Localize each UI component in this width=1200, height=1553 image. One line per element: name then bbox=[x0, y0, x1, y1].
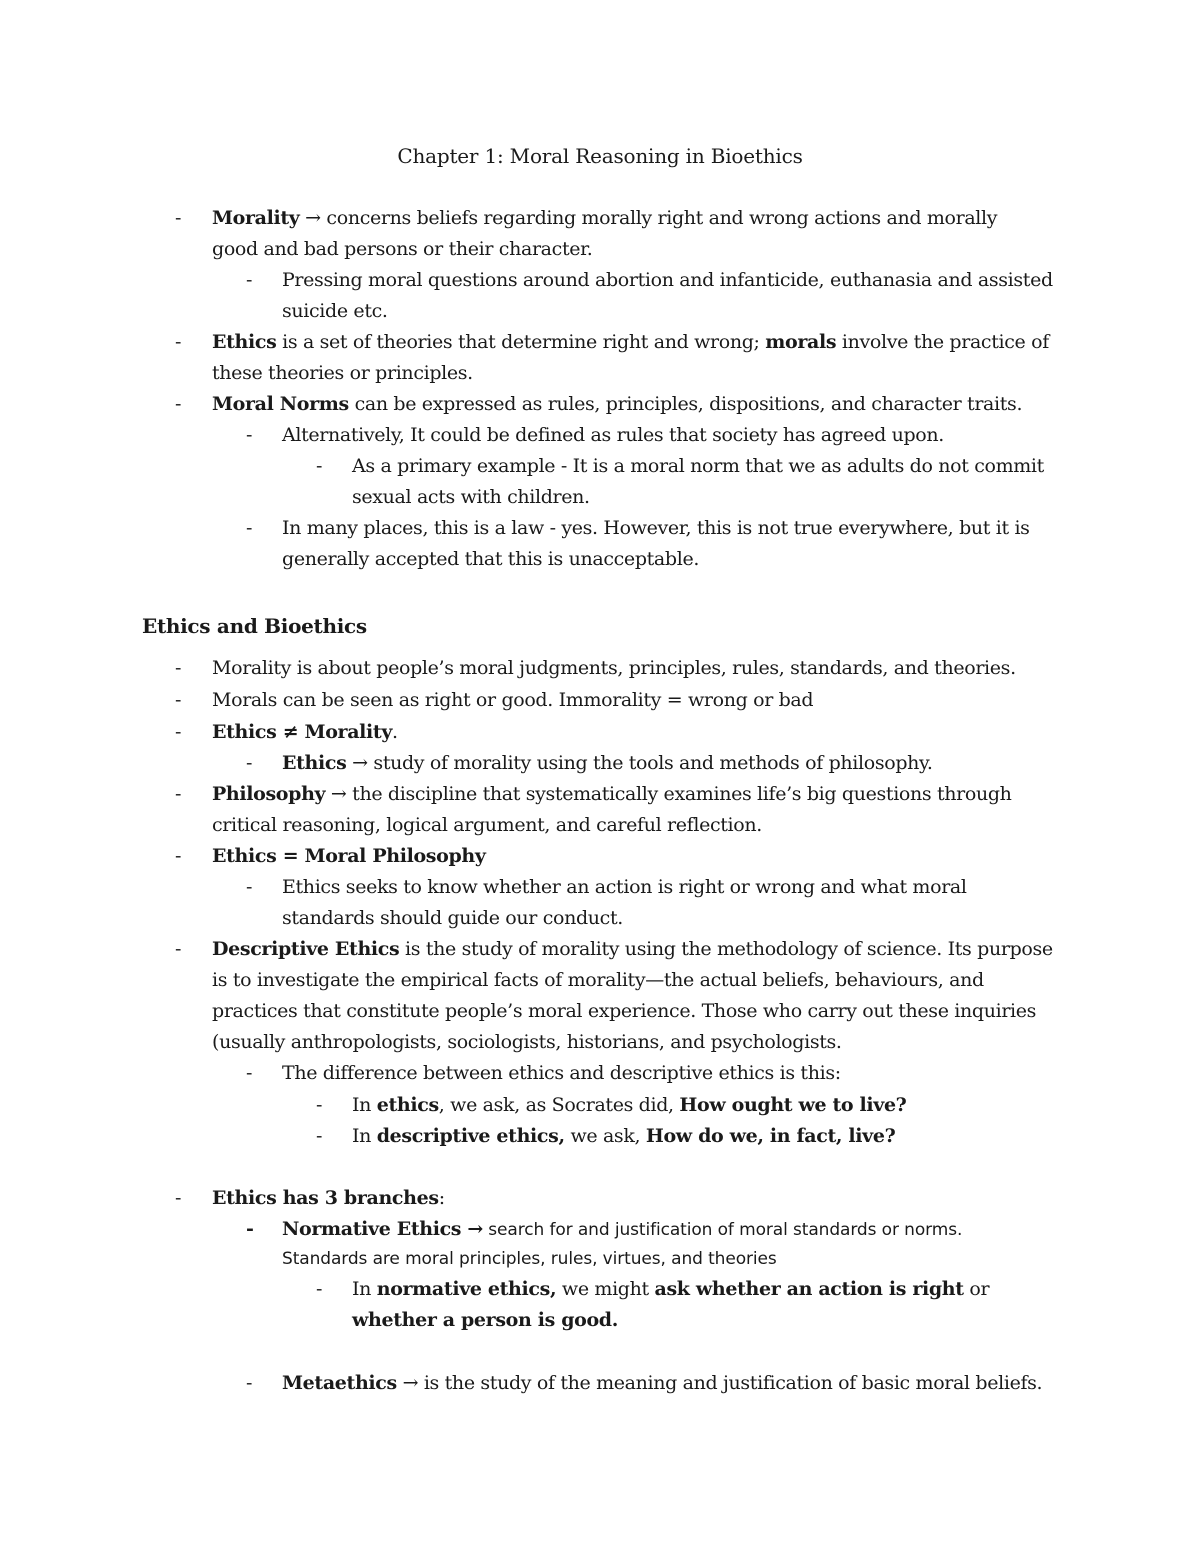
list-item-continuation: is to investigate the empirical facts of morality—the actual beliefs, behaviours, and bbox=[212, 969, 984, 991]
term-ethics-neq-morality: Ethics ≠ Morality bbox=[212, 721, 393, 743]
list-item-alternatively: Alternatively, It could be defined as rules that society has agreed upon. bbox=[282, 424, 944, 446]
term-morals: morals bbox=[765, 331, 837, 353]
text-span: we ask, bbox=[564, 1125, 646, 1147]
bullet-dash: - bbox=[175, 783, 182, 805]
term-moral-norms: Moral Norms bbox=[212, 393, 349, 415]
list-item-moral-philosophy bbox=[212, 841, 486, 872]
term-descriptive-ethics: descriptive ethics, bbox=[376, 1125, 565, 1147]
list-item-question-ethics bbox=[352, 1090, 906, 1121]
list-item-normative-ethics bbox=[282, 1214, 962, 1246]
list-item-ethics bbox=[212, 327, 1049, 358]
list-item-continuation: standards should guide our conduct. bbox=[282, 907, 623, 929]
text-span: → study of morality using the tools and methods of philosophy. bbox=[346, 752, 933, 774]
list-item-difference: The difference between ethics and descriptive ethics is this: bbox=[282, 1062, 841, 1084]
bullet-dash: - bbox=[246, 876, 253, 898]
bullet-dash: - bbox=[246, 517, 253, 539]
list-item-pressing: Pressing moral questions around abortion and infanticide, euthanasia and assisted bbox=[282, 269, 1053, 291]
list-item-continuation: sexual acts with children. bbox=[352, 486, 590, 508]
term-normative-ethics: Normative Ethics → bbox=[282, 1218, 483, 1240]
text-span: → is the study of the meaning and justification of basic moral beliefs. bbox=[396, 1372, 1043, 1394]
list-item-morality-about: Morality is about people’s moral judgments, principles, rules, standards, and theories. bbox=[212, 657, 1016, 679]
term-normative-ethics: normative ethics, bbox=[376, 1278, 557, 1300]
bullet-dash: - bbox=[246, 424, 253, 446]
section-heading-ethics-bioethics: Ethics and Bioethics bbox=[142, 614, 367, 638]
question-how-do-we: How do we, in fact, live? bbox=[645, 1125, 896, 1147]
bullet-dash: - bbox=[316, 1094, 323, 1116]
list-item-ethics-study bbox=[282, 748, 933, 779]
term-descriptive-ethics: Descriptive Ethics bbox=[212, 938, 400, 960]
list-item-metaethics bbox=[282, 1368, 1042, 1399]
list-item-ethics-neq-morality bbox=[212, 717, 398, 748]
text-span: In bbox=[352, 1125, 377, 1147]
term-philosophy: Philosophy bbox=[212, 783, 326, 805]
bullet-dash: - bbox=[316, 1278, 323, 1300]
term-ethics: Ethics bbox=[212, 331, 277, 353]
list-item-moral-norms bbox=[212, 389, 1022, 420]
text-span: : bbox=[438, 1187, 445, 1209]
text-span: is a set of theories that determine right and wrong; bbox=[276, 331, 766, 353]
list-item-continuation: practices that constitute people’s moral experience. Those who carry out these inquiries bbox=[212, 1000, 1037, 1022]
list-item-law: In many places, this is a law - yes. However, this is not true everywhere, but it is bbox=[282, 517, 1030, 539]
bullet-dash: - bbox=[175, 393, 182, 415]
bullet-dash: - bbox=[175, 689, 182, 711]
list-item-continuation: good and bad persons or their character. bbox=[212, 238, 593, 260]
text-span: or bbox=[963, 1278, 990, 1300]
list-item-morals-right: Morals can be seen as right or good. Immorality = wrong or bad bbox=[212, 689, 814, 711]
term-metaethics: Metaethics bbox=[282, 1372, 397, 1394]
bullet-dash: - bbox=[175, 845, 182, 867]
text-span: → concerns beliefs regarding morally right and wrong actions and morally bbox=[299, 207, 998, 229]
text-span: can be expressed as rules, principles, dispositions, and character traits. bbox=[348, 393, 1023, 415]
page-title: Chapter 1: Moral Reasoning in Bioethics bbox=[397, 144, 803, 168]
bullet-dash: - bbox=[175, 207, 182, 229]
bullet-dash: - bbox=[175, 657, 182, 679]
bullet-dash: - bbox=[175, 721, 182, 743]
bullet-dash: - bbox=[246, 1218, 254, 1240]
text-span: In bbox=[352, 1278, 377, 1300]
text-span: search for and justification of moral standards or norms. bbox=[483, 1220, 963, 1240]
term-ethics: Ethics bbox=[282, 752, 347, 774]
text-span: we might bbox=[556, 1278, 655, 1300]
list-item-continuation: whether a person is good. bbox=[352, 1309, 618, 1331]
bullet-dash: - bbox=[175, 1187, 182, 1209]
text-span: In bbox=[352, 1094, 377, 1116]
bullet-dash: - bbox=[246, 1372, 253, 1394]
list-item-ethics-seeks: Ethics seeks to know whether an action is right or wrong and what moral bbox=[282, 876, 967, 898]
list-item-continuation: Standards are moral principles, rules, virtues, and theories bbox=[282, 1249, 777, 1269]
text-ask-right: ask whether an action is right bbox=[654, 1278, 964, 1300]
list-item-continuation: generally accepted that this is unacceptable. bbox=[282, 548, 700, 570]
text-span: is the study of morality using the methodology of science. Its purpose bbox=[399, 938, 1053, 960]
bullet-dash: - bbox=[175, 331, 182, 353]
list-item-morality bbox=[212, 203, 997, 234]
list-item-example: As a primary example - It is a moral norm that we as adults do not commit bbox=[352, 455, 1044, 477]
question-how-ought: How ought we to live? bbox=[679, 1094, 907, 1116]
text-span: . bbox=[392, 721, 398, 743]
list-item-continuation: critical reasoning, logical argument, and careful reflection. bbox=[212, 814, 762, 836]
bullet-dash: - bbox=[246, 1062, 253, 1084]
bullet-dash: - bbox=[316, 455, 323, 477]
text-span: involve the practice of bbox=[836, 331, 1049, 353]
term-moral-philosophy: Ethics = Moral Philosophy bbox=[212, 845, 486, 867]
list-item-continuation: these theories or principles. bbox=[212, 362, 473, 384]
list-item-normative-ask bbox=[352, 1274, 989, 1305]
bullet-dash: - bbox=[175, 938, 182, 960]
list-item-question-descriptive bbox=[352, 1121, 895, 1152]
list-item-continuation: suicide etc. bbox=[282, 300, 388, 322]
bullet-dash: - bbox=[246, 269, 253, 291]
term-ethics: ethics bbox=[376, 1094, 439, 1116]
list-item-philosophy bbox=[212, 779, 1012, 810]
bullet-dash: - bbox=[246, 752, 253, 774]
text-span: , we ask, as Socrates did, bbox=[438, 1094, 680, 1116]
list-item-continuation: (usually anthropologists, sociologists, historians, and psychologists. bbox=[212, 1031, 842, 1053]
bullet-dash: - bbox=[316, 1125, 323, 1147]
term-morality: Morality bbox=[212, 207, 300, 229]
text-span: → the discipline that systematically examines life’s big questions through bbox=[325, 783, 1012, 805]
list-item-descriptive-ethics bbox=[212, 934, 1053, 965]
list-item-branches bbox=[212, 1183, 445, 1214]
term-branches: Ethics has 3 branches bbox=[212, 1187, 439, 1209]
